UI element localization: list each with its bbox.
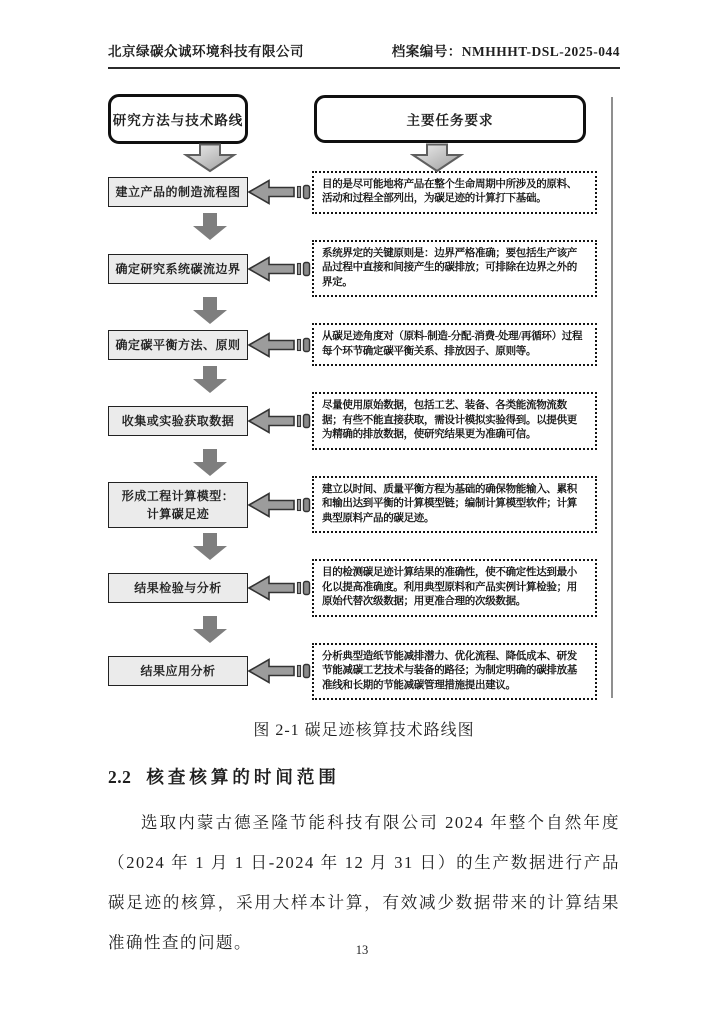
solid-down-arrow-icon [190, 449, 230, 476]
solid-down-arrow-icon [190, 533, 230, 560]
section-heading [108, 764, 620, 789]
flow-row-7 [108, 643, 613, 700]
hollow-down-arrow-icon [410, 143, 464, 173]
step-connector [108, 366, 613, 392]
solid-down-arrow-icon [190, 616, 230, 643]
step-box: 结果检验与分析 [108, 573, 248, 603]
striped-left-arrow-icon [248, 254, 312, 284]
striped-left-arrow-icon [248, 573, 312, 603]
flowchart-header-row [108, 94, 613, 144]
step-connector [108, 617, 613, 643]
flow-row-2 [108, 240, 613, 297]
task-box: 分析典型造纸节能减排潜力、优化流程、降低成本、研发节能减碳工艺技术与装备的路径；为制定明确的碳排放基准线和长期的节能减碳管理措施提出建议。 [312, 643, 597, 700]
flow-row-1 [108, 171, 613, 214]
step-box: 确定碳平衡方法、原则 [108, 330, 248, 360]
flow-row-4 [108, 392, 613, 449]
solid-down-arrow-icon [190, 366, 230, 393]
body-paragraph: 选取内蒙古德圣隆节能科技有限公司 2024 年整个自然年度（2024 年 1 月 1 日-2024 年 12 月 31 日）的生产数据进行产品碳足迹的核算，采用大样本计算，有效减少数据带来的计算结果准确性查的问题。 [108, 813, 620, 952]
task-box: 建立以时间、质量平衡方程为基础的确保物能输入、累积和输出达到平衡的计算模型链；编制计算模型软件；计算典型原料产品的碳足迹。 [312, 476, 597, 533]
page-number: 13 [355, 943, 369, 957]
figure-caption: 图 2-1 碳足迹核算技术路线图 [253, 722, 475, 740]
task-box: 系统界定的关键原则是：边界严格准确；要包括生产该产品过程中直接和间接产生的碳排放；可排除在边界之外的界定。 [312, 240, 597, 297]
striped-left-arrow-icon [248, 490, 312, 520]
step-box: 结果应用分析 [108, 656, 248, 686]
step-box: 建立产品的制造流程图 [108, 177, 248, 207]
step-connector [108, 297, 613, 323]
step-box: 收集或实验获取数据 [108, 406, 248, 436]
step-connector [108, 214, 613, 240]
section-number: 2.2 [108, 767, 132, 788]
striped-left-arrow-icon [248, 330, 312, 360]
chart-right-border-line [611, 97, 613, 698]
step-connector [108, 533, 613, 559]
page-header [108, 40, 620, 69]
company-name: 北京绿碳众诚环境科技有限公司 [108, 44, 304, 59]
header-connector-row [108, 144, 613, 171]
archive-number: 档案编号：NMHHHT-DSL-2025-044 [391, 44, 620, 59]
hollow-down-arrow-icon [183, 143, 237, 173]
step-connector [108, 450, 613, 476]
task-box: 目的检测碳足迹计算结果的准确性，使不确定性达到最小化以提高准确度。利用典型原料和产品实例计算检验；用原始代替次级数据；用更准合理的次级数据。 [312, 559, 597, 616]
step-box: 形成工程计算模型： 计算碳足迹 [108, 482, 248, 528]
solid-down-arrow-icon [190, 297, 230, 324]
flow-row-6 [108, 559, 613, 616]
right-column-header: 主要任务要求 [314, 95, 586, 143]
section-title: 核查核算的时间范围 [146, 767, 340, 788]
striped-left-arrow-icon [248, 656, 312, 686]
task-box: 尽量使用原始数据，包括工艺、装备、各类能流物流数据；有些不能直接获取，需设计模拟实验得到。以提供更为精确的排放数据，使研究结果更为准确可信。 [312, 392, 597, 449]
flowchart [108, 94, 613, 700]
solid-down-arrow-icon [190, 213, 230, 240]
striped-left-arrow-icon [248, 177, 312, 207]
flow-row-3 [108, 323, 613, 366]
striped-left-arrow-icon [248, 406, 312, 436]
task-box: 从碳足迹角度对（原料-制造-分配-消费-处理/再循环）过程每个环节确定碳平衡关系、排放因子、原则等。 [312, 323, 597, 366]
step-box: 确定研究系统碳流边界 [108, 254, 248, 284]
task-box: 目的是尽可能地将产品在整个生命周期中所涉及的原料、活动和过程全部列出，为碳足迹的计算打下基础。 [312, 171, 597, 214]
left-column-header: 研究方法与技术路线 [108, 94, 248, 144]
flow-row-5 [108, 476, 613, 533]
